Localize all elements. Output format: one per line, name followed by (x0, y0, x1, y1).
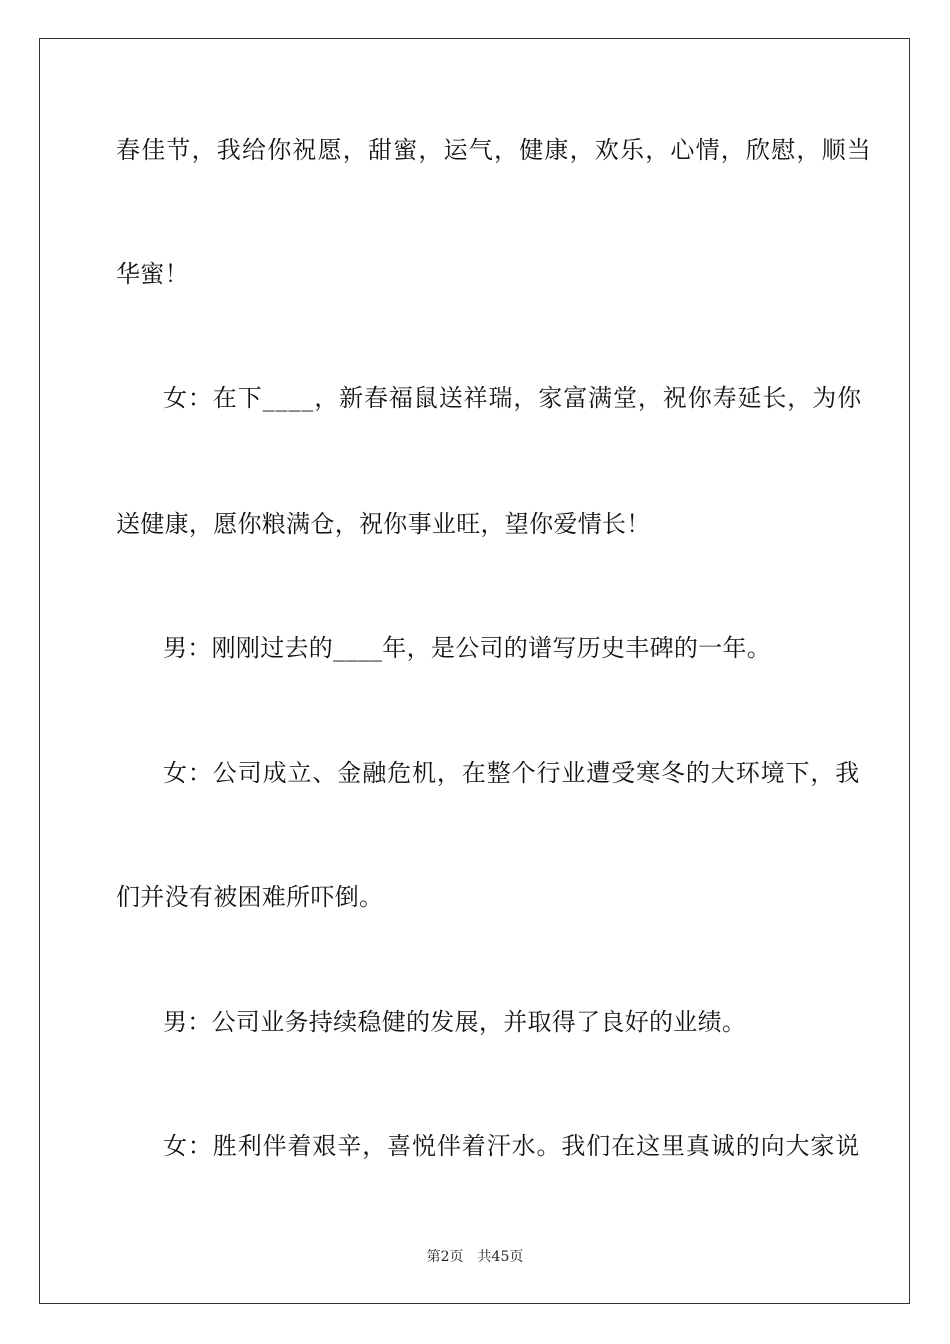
page-footer (0, 1247, 950, 1267)
page-total: 共45页 (477, 1249, 524, 1265)
text-line: 女：在下____，新春福鼠送祥瑞，家富满堂，祝你寿延长，为你 (163, 384, 862, 412)
text-line: 春佳节，我给你祝愿，甜蜜，运气，健康，欢乐，心情，欣慰，顺当 (116, 136, 872, 164)
text-line: 女：公司成立、金融危机，在整个行业遭受寒冬的大环境下，我 (163, 759, 861, 787)
text-line: 女：胜利伴着艰辛，喜悦伴着汗水。我们在这里真诚的向大家说 (163, 1132, 861, 1160)
page-number: 第2页 (426, 1249, 464, 1265)
text-line: 送健康，愿你粮满仓，祝你事业旺，望你爱情长！ (116, 510, 651, 538)
page-frame (39, 38, 910, 1304)
text-line: 们并没有被困难所吓倒。 (116, 883, 384, 911)
text-line: 华蜜！ (116, 260, 189, 288)
text-line: 男：公司业务持续稳健的发展，并取得了良好的业绩。 (163, 1008, 747, 1036)
text-line: 男：刚刚过去的____年，是公司的谱写历史丰碑的一年。 (163, 634, 772, 662)
